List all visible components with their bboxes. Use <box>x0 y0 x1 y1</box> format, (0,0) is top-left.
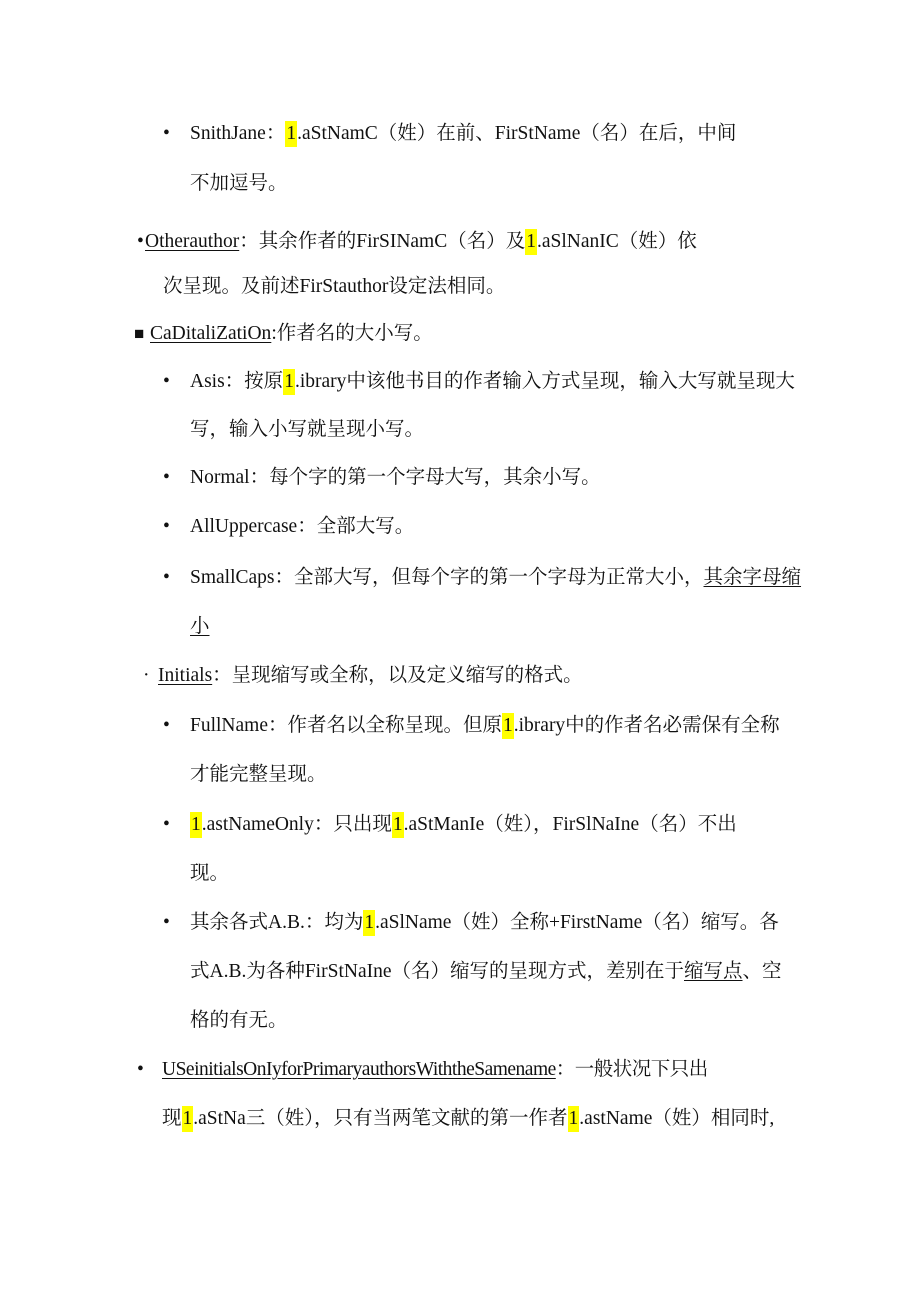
item-useinitials <box>162 1057 708 1083</box>
highlight: 1 <box>568 1106 580 1132</box>
list-item-continuation <box>190 171 288 197</box>
bullet: • <box>163 516 170 537</box>
text: .aStNa三（姓），只有当两笔文献的第一作者 <box>193 1108 568 1129</box>
text: 次呈现。及前述FirStauthor设定法相同。 <box>163 276 506 297</box>
bullet: • <box>163 814 170 835</box>
text: 格的有无。 <box>190 1010 288 1031</box>
text: SmallCaps：全部大写，但每个字的第一个字母为正常大小， <box>190 567 704 588</box>
highlight: 1 <box>285 121 297 147</box>
bullet: • <box>163 715 170 736</box>
highlight: 1 <box>190 812 202 838</box>
list-item-continuation <box>190 417 424 443</box>
highlight: 1 <box>525 229 537 255</box>
item-otherauthor <box>145 229 697 255</box>
highlight: 1 <box>502 713 514 739</box>
text: .astName（姓）相同时, <box>579 1108 775 1129</box>
list-item-asis <box>190 369 795 395</box>
bullet: ■ <box>134 324 145 343</box>
list-item-continuation <box>190 861 229 887</box>
list-item-normal <box>190 465 601 491</box>
text: .ibrary中该他书目的作者输入方式呈现，输入大写就呈现大 <box>294 371 795 392</box>
text: 式A.B.为各种FirStNaIne（名）缩写的呈现方式，差别在于 <box>190 961 684 982</box>
list-item-alluppercase <box>190 514 414 540</box>
list-item-continuation <box>190 959 782 985</box>
bullet: • <box>163 371 170 392</box>
text: 写，输入小写就呈现小写。 <box>190 419 425 440</box>
highlight: 1 <box>392 812 404 838</box>
text: 其余各式A.B.：均为 <box>190 912 364 933</box>
item-capitalization <box>150 321 433 347</box>
underlined-text: 其余字母缩 <box>703 567 802 588</box>
text: 现。 <box>190 863 230 884</box>
text: .aSlNanIC（姓）依 <box>536 231 697 252</box>
list-item-continuation <box>190 1008 288 1034</box>
underlined-text: 缩写点 <box>684 961 743 982</box>
list-item-smallcaps <box>190 565 801 591</box>
text: 现 <box>162 1108 182 1129</box>
term-initials: Initials <box>158 665 213 686</box>
text: ：其余作者的FirSINamC（名）及 <box>239 231 526 252</box>
bullet: • <box>137 231 144 252</box>
text: FullName：作者名以全称呈现。但原 <box>190 715 502 736</box>
term-capitalization: CaDitaliZatiOn <box>150 323 272 344</box>
highlight: 1 <box>363 910 375 936</box>
list-item-smithjane <box>190 121 736 147</box>
text: .aStManIe（姓），FirSlNaIne（名）不出 <box>403 814 737 835</box>
item-initials <box>158 663 583 689</box>
text: :作者名的大小写。 <box>271 323 433 344</box>
text: 、空 <box>742 961 782 982</box>
text: .aSlName（姓）全称+FirstName（名）缩写。各 <box>375 912 779 933</box>
item-continuation <box>162 1106 774 1132</box>
highlight: 1 <box>283 369 295 395</box>
underlined-text: 小 <box>190 616 210 637</box>
text: .ibrary中的作者名必需保有全称 <box>513 715 780 736</box>
text: Normal：每个字的第一个字母大写，其余小写。 <box>190 467 601 488</box>
term-useinitials: USeinitialsOnIyforPrimaryauthorsWiththeSamename <box>162 1059 556 1080</box>
highlight: 1 <box>182 1106 194 1132</box>
term-otherauthor: Otherauthor <box>145 231 240 252</box>
list-item-lastnameonly <box>190 812 737 838</box>
text: ：呈现缩写或全称，以及定义缩写的格式。 <box>212 665 583 686</box>
bullet: • <box>163 123 170 144</box>
bullet: • <box>163 467 170 488</box>
list-item-continuation <box>190 762 327 788</box>
text: 不加逗号。 <box>190 173 288 194</box>
text: 才能完整呈现。 <box>190 764 327 785</box>
bullet: • <box>137 1059 144 1080</box>
bullet: • <box>163 912 170 933</box>
text: Asis：按原 <box>190 371 284 392</box>
list-item-fullname <box>190 713 780 739</box>
bullet: • <box>163 567 170 588</box>
list-item-ab-formats <box>190 910 779 936</box>
list-item-continuation <box>190 614 210 640</box>
text: SnithJane： <box>190 123 286 144</box>
bullet: · <box>143 665 150 686</box>
text: .astNameOnly：只出现 <box>201 814 392 835</box>
text: AllUppercase：全部大写。 <box>190 516 415 537</box>
item-continuation <box>163 274 505 300</box>
text: ：一般状况下只出 <box>555 1059 708 1080</box>
text: .aStNamC（姓）在前、FirStName（名）在后，中间 <box>297 123 737 144</box>
